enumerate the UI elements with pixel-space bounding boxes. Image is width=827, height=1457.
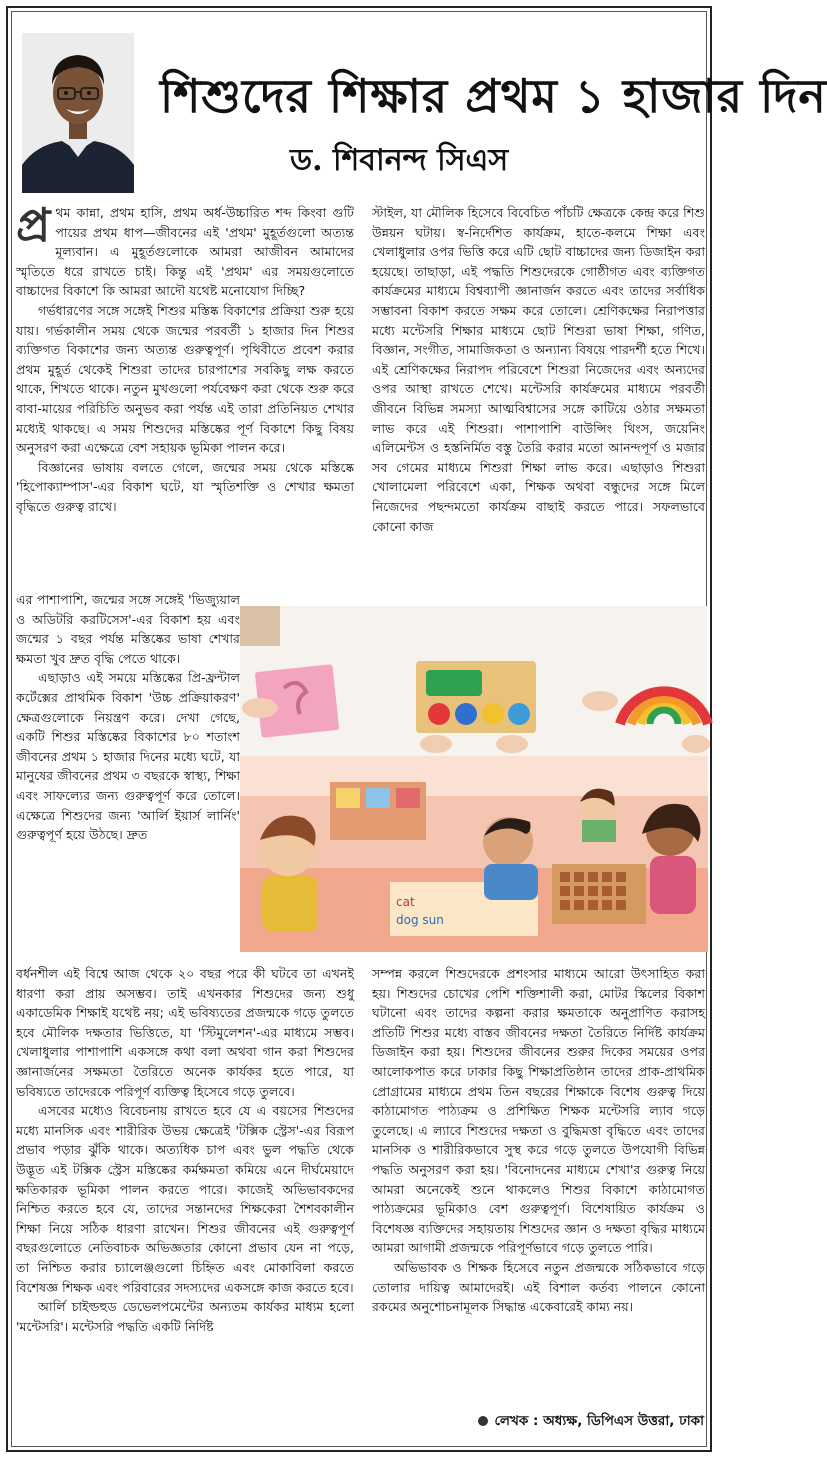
article-paragraph: আর্লি চাইল্ডহুড ডেভেলপমেন্টের অন্যতম কার্যকর মাধ্যম হলো 'মন্টেসরি'। মন্টেসরি পদ্ধতি একটি নির্দিষ্ট bbox=[16, 1299, 354, 1334]
article-paragraph: এসবের মধ্যেও বিবেচনায় রাখতে হবে যে এ বয়সের শিশুদের মধ্যে মানসিক এবং শারীরিক উভয় ক্ষেত্রেই 'টক্সিক স্ট্রেস'-এর বিরূপ প্রভাব পড়ার ঝুঁকি থাকে। অত্যধিক চাপ এবং ভুল পদ্ধতি থেকে উদ্ভূত এই টক্সিক স্ট্রেস মস্তিষ্কের কর্মক্ষমতা কমিয়ে এনে দীর্ঘমেয়াদে ক্ষতিকারক ভূমিকা পালন করতে পারে। কাজেই অভিভাবকদের নিশ্চিত করতে হবে যে, তাদের সন্তানদের শিক্ষকেরা শৈশবকালীন শিক্ষা নিয়ে সঠিক ধারণা রাখেন। শিশুর জীবনের এই গুরুত্বপূর্ণ বছরগুলোতে নেতিবাচক অভিজ্ঞতার কোনো প্রভাব যেন না পড়ে, তা নিশ্চিত করার চ্যালেঞ্জগুলো চিহ্নিত এবং মোকাবিলা করতে বিশেষজ্ঞ শিক্ষক এবং পরিবারের সদস্যদের একসঙ্গে কাজ করতে হবে। bbox=[16, 1103, 354, 1295]
author-portrait-image bbox=[22, 33, 134, 193]
article-column-left-bottom bbox=[16, 964, 354, 1444]
illustration-letters-2: dog sun bbox=[396, 913, 444, 927]
article-paragraph: এর পাশাপাশি, জন্মের সঙ্গে সঙ্গেই 'ভিজ্যুয়াল ও অডিটরি করটিসেস'-এর বিকাশ হয় এবং জন্মের ১ বছর পর্যন্ত মস্তিষ্কের ভাষা শেখার ক্ষমতা খুব দ্রুত বৃদ্ধি পেতে থাকে। bbox=[16, 592, 240, 666]
article-paragraph: অভিভাবক ও শিক্ষক হিসেবে নতুন প্রজন্মকে সঠিকভাবে গড়ে তোলার দায়িত্ব আমাদেরই। এই বিশাল কর্তব্য পালনে কোনো রকমের অনুশোচনামূলক সিদ্ধান্ত একেবারেই কাম্য নয়। bbox=[372, 1259, 705, 1315]
article-paragraph: গর্ভধারণের সঙ্গে সঙ্গেই শিশুর মস্তিষ্ক বিকাশের প্রক্রিয়া শুরু হয়ে যায়। গর্ভকালীন সময় থেকে জন্মের পরবর্তী ১ হাজার দিন শিশুর ব্যক্তিগত বিকাশের জন্য অত্যন্ত গুরুত্বপূর্ণ। পৃথিবীতে প্রবেশ করার প্রথম মুহূর্ত থেকেই শিশুরা তাদের চারপাশের সবকিছু লক্ষ করতে থাকে, শিখতে থাকে। নতুন মুখগুলো পর্যবেক্ষণ করা থেকে শুরু করে বাবা-মায়ের পরিচিতি অনুভব করা পর্যন্ত এই তারা প্রতিনিয়ত শেখার মধ্যেই থাকছে। এ সময় শিশুদের মস্তিষ্কের পূর্ণ বিকাশে কিছু বিষয় অনুসরণ করা এক্ষেত্রে বেশ সহায়ক ভূমিকা পালন করে। bbox=[16, 302, 354, 456]
article-paragraph: বিজ্ঞানের ভাষায় বলতে গেলে, জন্মের সময় থেকে মস্তিষ্কে 'হিপোক্যাম্পাস'-এর বিকাশ ঘটে, যা স্মৃতিশক্তি ও শেখার ক্ষমতা বৃদ্ধিতে গুরুত্ব রাখে। bbox=[16, 459, 354, 514]
author-photo bbox=[22, 33, 134, 193]
author-byline: ড. শিবানন্দ সিএস bbox=[290, 143, 509, 178]
children-learning-illustration bbox=[240, 606, 708, 952]
article-column-left-narrow bbox=[16, 590, 240, 966]
author-signature bbox=[478, 1410, 704, 1433]
article-column-right-top bbox=[372, 203, 705, 599]
drop-cap: প্র bbox=[16, 198, 51, 252]
article-paragraph: স্টাইল, যা মৌলিক হিসেবে বিবেচিত পাঁচটি ক্ষেত্রকে কেন্দ্র করে শিশু উন্নয়ন ঘটায়। স্ব-নির্দেশিত কার্যক্রম, হাতে-কলমে শিক্ষা এবং খেলাধুলার ওপর ভিত্তি করে এটি ছোট বাচ্চাদের জন্য ডিজাইন করা হয়েছে। তাছাড়া, এই পদ্ধতি শিশুদেরকে গোষ্ঠীগত এবং ব্যক্তিগত কার্যক্রমের মাধ্যমে বিশ্বব্যাপী জ্ঞানার্জন করতে এবং তাদের সর্বাধিক সম্ভাবনা বিকাশ করতে সক্ষম করে তোলে। শ্রেণিকক্ষের নিরাপত্তার মধ্যে মন্টেসরি শিক্ষার মাধ্যমে ছোট শিশুরা ভাষা শিক্ষা, গণিত, বিজ্ঞান, সংগীত, সামাজিকতা ও অন্যান্য বিষয়ে পারদর্শী হতে শিখে। এই শ্রেণিকক্ষের নিরাপদ পরিবেশে শিশুরা নিজেদের এবং অন্যদের ওপর আস্থা রাখতে শেখে। মন্টেসরি কার্যক্রমের মাধ্যমে পরবর্তী জীবনে বিভিন্ন সমস্যা আত্মবিশ্বাসের সঙ্গে কাটিয়ে ওঠার সক্ষমতা লাভ করে এই শিশুরা। পাশাপাশি বাউন্সিং থিংস, জয়েনিং এলিমেন্টস ও হস্তনির্মিত বস্তু তৈরি করার মতো আনন্দপূর্ণ ও মজার সব গেমের মাধ্যমে শিশুরা শিক্ষা লাভ করে। এছাড়াও শিশুরা খোলামেলা পরিবেশে একা, শিক্ষক অথবা বন্ধুদের সঙ্গে মিলে নিজেদের পছন্দমতো কার্যক্রম বাছাই করতে পারে। সফলভাবে কোনো কাজ bbox=[372, 205, 705, 534]
illustration-letters: cat bbox=[396, 895, 415, 909]
author-signature-text: লেখক : অধ্যক্ষ, ডিপিএস উত্তরা, ঢাকা bbox=[494, 1413, 704, 1429]
article-paragraph: সম্পন্ন করলে শিশুদেরকে প্রশংসার মাধ্যমে আরো উৎসাহিত করা হয়। শিশুদের চোখের পেশি শক্তিশালী করা, মোটর স্কিলের বিকাশ ঘটানো এবং তাদের কল্পনা করার ক্ষমতাকে অনুপ্রাণিত করাসহ প্রতিটি শিশুর মধ্যে বাস্তব জীবনের দক্ষতা তৈরিতে নির্দিষ্ট কার্যক্রম ডিজাইন করা হয়। শিশুদের জীবনের শুরুর দিকের সময়ের ওপর আলোকপাত করে ঢাকার কিছু শিক্ষাপ্রতিষ্ঠান তাদের প্রাক-প্রাথমিক প্রোগ্রামের মাধ্যমে প্রথম তিন বছরের শিক্ষাকে বিশেষ গুরুত্ব দিয়ে কাঠামোগত পাঠ্যক্রম ও প্রশিক্ষিত শিক্ষক মন্টেসরি ল্যাব গড়ে তুলেছে। এ ল্যাবে শিশুদের দক্ষতা ও বুদ্ধিমত্তা বৃদ্ধিতে এবং তাদের মানসিক ও শারীরিকভাবে সুস্থ করে গড়ে তুলতে উপযোগী বিভিন্ন পদ্ধতি অনুসরণ করা হয়। 'বিনোদনের মাধ্যমে শেখা'র গুরুত্ব নিয়ে আমরা অনেকেই শুনে থাকলেও শিশুর বিকাশে কাঠামোগত পাঠ্যক্রমের ভূমিকাও বেশ গুরুত্বপূর্ণ। বিশেষায়িত কার্যক্রম ও বিশেষজ্ঞ ব্যক্তিদের সহায়তায় শিশুদের জ্ঞান ও দক্ষতা বৃদ্ধির মাধ্যমে আমরা আগামী প্রজন্মকে পরিপূর্ণভাবে গড়ে তুলতে পারি। bbox=[372, 966, 705, 1256]
headline: শিশুদের শিক্ষার প্রথম ১ হাজার দিন bbox=[160, 69, 827, 123]
article-paragraph: বর্ধনশীল এই বিশ্বে আজ থেকে ২০ বছর পরে কী ঘটবে তা এখনই ধারণা করা প্রায় অসম্ভব। তাই এখনকার শিশুদের জন্য শুধু একাডেমিক শিক্ষাই যথেষ্ট নয়; এই ভবিষ্যতের প্রজন্মকে গড়ে তুলতে হবে মৌলিক দক্ষতার ভিত্তিতে, যা 'স্টিমুলেশন'-এর মাধ্যমে সম্ভব। খেলাধুলার পাশাপাশি একসঙ্গে কথা বলা অথবা গান করা শিশুদের জ্ঞানার্জনের সক্ষমতা তৈরিতে অনেক কার্যকর হতে পারে, যা ভবিষ্যতে তাদেরকে পরিপূর্ণ ব্যক্তিত্ব হিসেবে গড়ে তুলবে। bbox=[16, 966, 354, 1099]
article-paragraph: এছাড়াও এই সময়ে মস্তিষ্কের প্রি-ফ্রন্টাল কর্টেক্সের প্রাথমিক বিকাশ 'উচ্চ প্রক্রিয়াকরণ' ক্ষেত্রগুলোকে নিয়ন্ত্রণ করে। দেখা গেছে, একটি শিশুর মস্তিষ্কের বিকাশের ৮০ শতাংশ জীবনের প্রথম ১ হাজার দিনের মধ্যে ঘটে, যা মানুষের জীবনের প্রথম ৩ বছরকে স্বাস্থ্য, শিক্ষা এবং সাফল্যের জন্য গুরুত্বপূর্ণ করে তোলে। এক্ষেত্রে শিশুদের জন্য 'আর্লি ইয়ার্স লার্নিং' গুরুত্বপূর্ণ হয়ে উঠছে। দ্রুত bbox=[16, 670, 240, 843]
paragraph-text: থম কান্না, প্রথম হাসি, প্রথম অর্ধ-উচ্চারিত শব্দ কিংবা গুটি পায়ের প্রথম ধাপ—জীবনের এই 'প্রথম' মুহূর্তগুলো অত্যন্ত মূল্যবান। এ মুহূর্তগুলোকে আমরা আজীবন আমাদের স্মৃতিতে ধরে রাখতে চাই। কিন্তু এই 'প্রথম' এর সময়গুলোতে বাচ্চাদের বিকাশে কি আমরা আদৌ যথেষ্ট মনোযোগ দিচ্ছি? bbox=[16, 205, 354, 299]
bullet-dot-icon bbox=[478, 1416, 488, 1426]
montessori-illustration bbox=[240, 606, 708, 952]
article-column-right-bottom bbox=[372, 964, 705, 1424]
article-paragraph bbox=[16, 198, 354, 301]
